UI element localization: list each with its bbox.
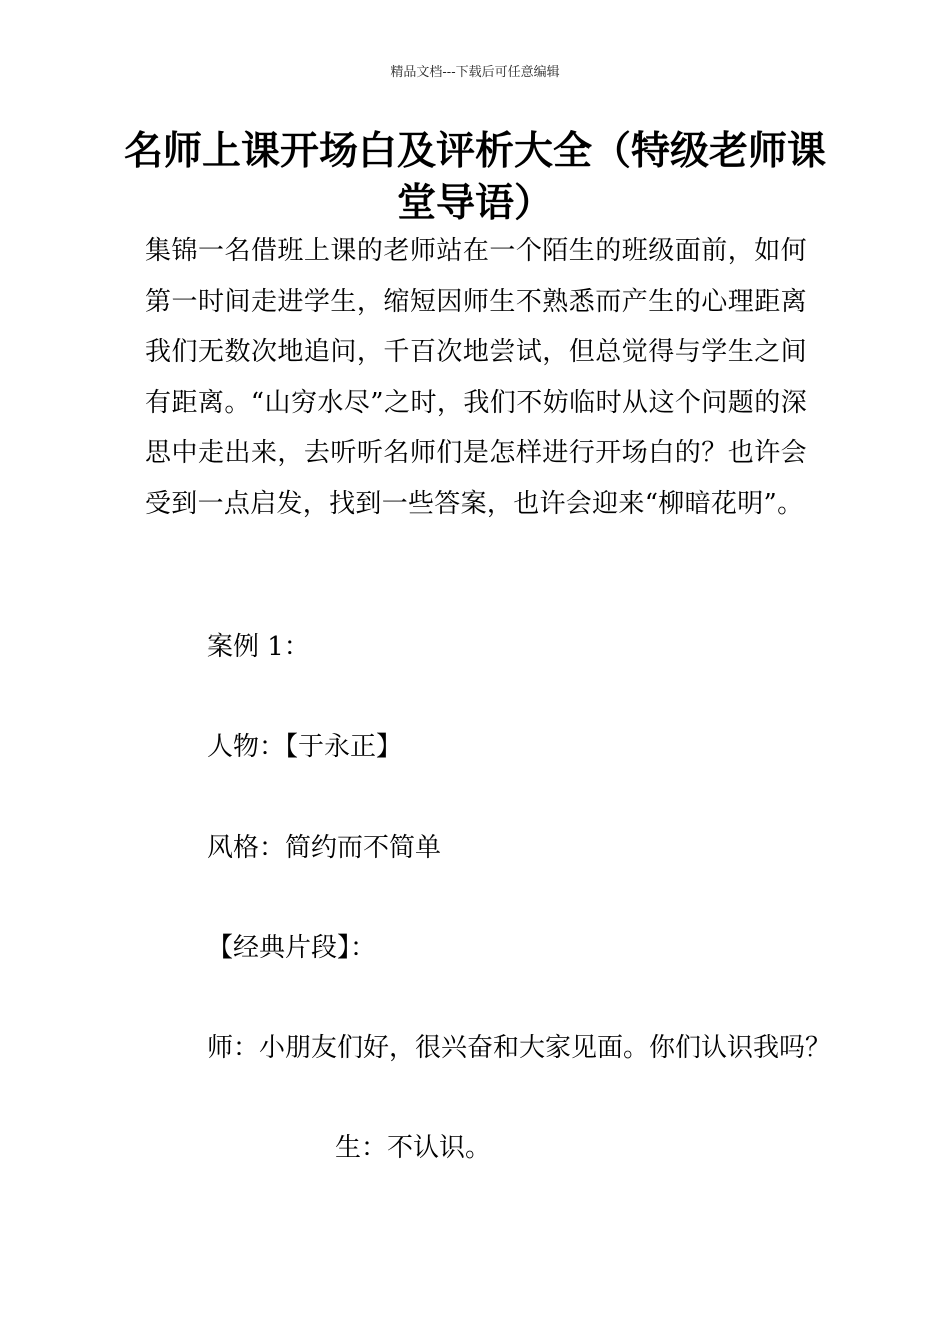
person-line: 人物：【于永正】 <box>207 732 403 762</box>
header-note: 精品文档---下载后可任意编辑 <box>390 65 560 80</box>
intro-paragraph: 集锦一名借班上课的老师站在一个陌生的班级面前，如何第一时间走进学生，缩短因师生不熟悉而产生的心理距离我们无数次地追问，千百次地尝试，但总觉得与学生之间有距离。“山穷水尽”之时，我们不妨临时从这个问题的深思中走出来，去听听名师们是怎样进行开场白的？也许会受到一点启发，找到一些答案，也许会迎来“柳暗花明”。 <box>145 236 807 519</box>
teacher-dialogue-line: 师：小朋友们好，很兴奋和大家见面。你们认识我吗？ <box>207 1033 832 1063</box>
student-dialogue-line: 生：不认识。 <box>335 1133 492 1163</box>
page-title: 名师上课开场白及评析大全（特级老师课堂导语） <box>123 129 826 226</box>
classic-excerpt-label: 【经典片段】： <box>207 933 377 963</box>
case-label: 案例 1： <box>207 632 310 662</box>
style-line: 风格：简约而不简单 <box>207 833 442 863</box>
